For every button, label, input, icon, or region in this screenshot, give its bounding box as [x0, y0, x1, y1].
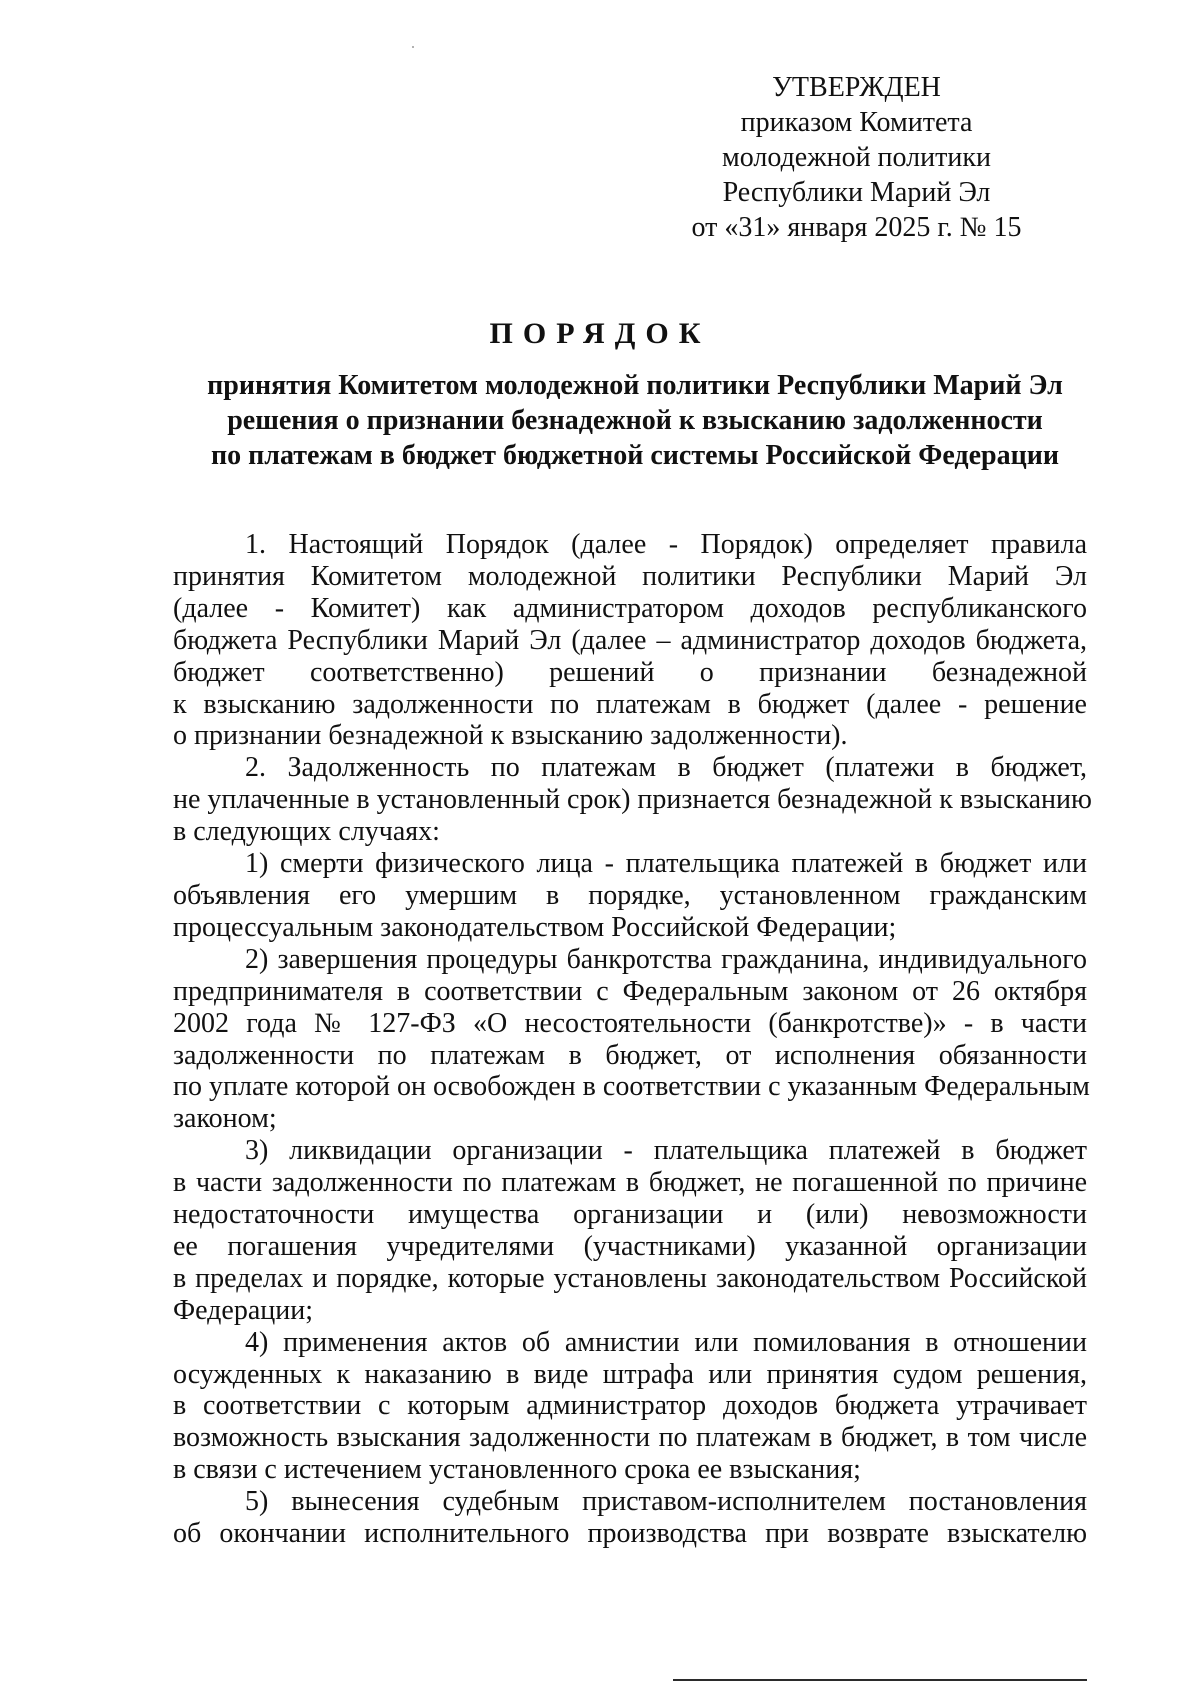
text-line: законом;: [173, 1103, 277, 1135]
text-line: ее погашения учредителями (участниками) указанной организации: [173, 1230, 1087, 1262]
text-line: предпринимателя в соответствии с Федеральным законом от 26 октября: [173, 975, 1087, 1007]
text-line: недостаточности имущества организации и (или) невозможности: [173, 1199, 1087, 1231]
text-line: об окончании исполнительного производства при возврате взыскателю: [173, 1518, 1087, 1550]
text-line: в пределах и порядке, которые установлены законодательством Российской: [173, 1262, 1087, 1294]
list-item-3: [173, 1135, 1087, 1326]
list-item-1: [173, 848, 1087, 944]
text-line: процессуальным законодательством Российской Федерации;: [173, 911, 897, 943]
subtitle-line: решения о признании безнадежной к взысканию задолженности: [227, 405, 1043, 436]
scan-speck: [412, 46, 414, 48]
text-line: по уплате которой он освобожден в соответствии с указанным Федеральным: [173, 1071, 1090, 1103]
text-line: 2002 года № 127-ФЗ «О несостоятельности (банкротстве)» - в части: [173, 1007, 1087, 1039]
approval-line: Республики Марий Эл: [722, 177, 991, 208]
text-line: в связи с истечением установленного срока ее взыскания;: [173, 1454, 861, 1486]
list-item-2: [173, 943, 1090, 1135]
text-line: о признании безнадежной к взысканию задолженности).: [173, 720, 848, 752]
text-line: объявления его умершим в порядке, установленном гражданским: [173, 879, 1087, 911]
paragraph-1: [173, 529, 1087, 752]
subtitle-line: по платежам в бюджет бюджетной системы Российской Федерации: [211, 440, 1059, 471]
approval-block: [690, 70, 1023, 245]
list-item-4: [173, 1327, 1087, 1487]
approval-line: молодежной политики: [722, 142, 991, 173]
text-line: 5) вынесения судебным приставом-исполнителем постановления: [245, 1486, 1087, 1518]
text-line: к взысканию задолженности по платежам в бюджет (далее - решение: [173, 688, 1087, 720]
text-line: Федерации;: [173, 1294, 314, 1326]
page-bottom-rule: [673, 1679, 1087, 1681]
paragraph-2: [173, 752, 1092, 848]
text-line: бюджет соответственно) решений о признании безнадежной: [173, 656, 1087, 688]
text-line: бюджета Республики Марий Эл (далее – администратор доходов бюджета,: [173, 624, 1087, 656]
text-line: 1) смерти физического лица - плательщика платежей в бюджет или: [245, 848, 1087, 880]
subtitle-line: принятия Комитетом молодежной политики Республики Марий Эл: [207, 370, 1063, 401]
approval-line: УТВЕРЖДЕН: [772, 72, 941, 103]
text-line: 4) применения актов об амнистии или помилования в отношении: [245, 1326, 1087, 1358]
text-line: 1. Настоящий Порядок (далее - Порядок) определяет правила: [245, 529, 1087, 560]
text-line: принятия Комитетом молодежной политики Республики Марий Эл: [173, 560, 1087, 592]
text-line: в соответствии с которым администратор доходов бюджета утрачивает: [173, 1390, 1087, 1422]
text-line: не уплаченные в установленный срок) признается безнадежной к взысканию: [173, 784, 1092, 816]
text-line: 2. Задолженность по платежам в бюджет (платежи в бюджет,: [245, 752, 1087, 784]
document-subtitle: [150, 368, 1120, 473]
text-line: (далее - Комитет) как администратором доходов республиканского: [173, 592, 1087, 624]
text-line: в части задолженности по платежам в бюджет, не погашенной по причине: [173, 1167, 1087, 1199]
text-line: 2) завершения процедуры банкротства гражданина, индивидуального: [245, 943, 1087, 975]
document-body: [173, 529, 1092, 1550]
approval-line: приказом Комитета: [740, 107, 973, 138]
approval-line: от «31» января 2025 г. № 15: [691, 212, 1022, 243]
text-line: задолженности по платежам в бюджет, от исполнения обязанности: [173, 1039, 1087, 1071]
list-item-5: [173, 1486, 1087, 1550]
text-line: возможность взыскания задолженности по платежам в бюджет, в том числе: [173, 1422, 1087, 1454]
text-line: 3) ликвидации организации - плательщика платежей в бюджет: [245, 1135, 1087, 1167]
document-title: ПОРЯДОК: [489, 317, 711, 350]
text-line: в следующих случаях:: [173, 816, 440, 848]
text-line: осужденных к наказанию в виде штрафа или принятия судом решения,: [173, 1358, 1087, 1390]
